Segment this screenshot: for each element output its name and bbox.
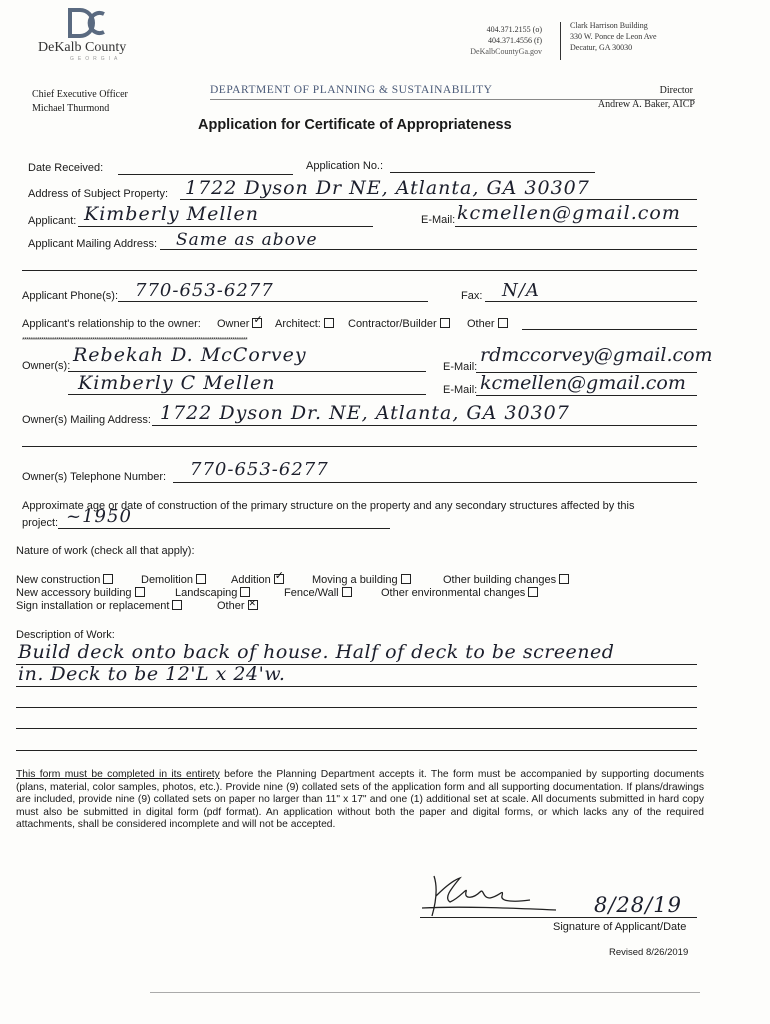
work-other-building[interactable]: [443, 574, 569, 586]
work-fence[interactable]: [284, 587, 352, 599]
fax-value: N/A: [502, 280, 540, 301]
applicant-phone-field[interactable]: [118, 301, 428, 302]
building-name: Clark Harrison Building: [570, 21, 648, 30]
application-no-label: Application No.:: [306, 160, 384, 172]
work-sign-label: Sign installation or replacement: [16, 600, 170, 612]
owners-mailing-field[interactable]: [152, 425, 697, 426]
description-line-3[interactable]: [16, 707, 697, 708]
street-address: 330 W. Ponce de Leon Ave: [570, 32, 657, 41]
phone-fax: 404.371.4556 (f): [488, 36, 542, 45]
owners-mailing-value: 1722 Dyson Dr. NE, Atlanta, GA 30307: [160, 402, 570, 424]
department-name: DEPARTMENT OF PLANNING & SUSTAINABILITY: [210, 84, 493, 96]
work-other-label: Other: [217, 600, 245, 612]
separator-stars: **********************************************************************************************************: [22, 337, 248, 344]
work-landscaping-checkbox[interactable]: [240, 587, 250, 597]
owners-mailing-label: Owner(s) Mailing Address:: [22, 414, 151, 426]
work-other-checkbox[interactable]: [248, 600, 258, 610]
signature-date: 8/28/19: [594, 893, 682, 917]
website: DeKalbCountyGa.gov: [470, 47, 542, 56]
work-fence-label: Fence/Wall: [284, 587, 339, 599]
relationship-label: Applicant's relationship to the owner:: [22, 318, 201, 330]
applicant-phone-value: 770-653-6277: [135, 280, 274, 301]
owners-phone-label: Owner(s) Telephone Number:: [22, 471, 167, 483]
director-name: Andrew A. Baker, AICP: [597, 99, 695, 110]
applicant-value: Kimberly Mellen: [84, 203, 259, 225]
work-moving-checkbox[interactable]: [401, 574, 411, 584]
address-value: 1722 Dyson Dr NE, Atlanta, GA 30307: [185, 177, 590, 199]
owners-mailing-field-2[interactable]: [22, 446, 697, 447]
city-address: Decatur, GA 30030: [570, 43, 633, 52]
rel-contractor-checkbox[interactable]: [440, 318, 450, 328]
description-line-5[interactable]: [16, 750, 697, 751]
rel-other-option[interactable]: [467, 318, 508, 330]
work-addition-checkbox[interactable]: [274, 574, 284, 584]
owner2-email-value: kcmellen@gmail.com: [480, 372, 686, 394]
work-demolition[interactable]: [141, 574, 206, 586]
county-logo: [60, 8, 110, 38]
applicant-field[interactable]: [78, 226, 373, 227]
dekalb-logo-icon: [60, 8, 110, 38]
county-subtitle: GEORGIA: [70, 56, 122, 62]
date-received-field[interactable]: [118, 174, 293, 175]
rel-owner-option[interactable]: [217, 318, 262, 330]
rel-owner-checkbox[interactable]: [252, 318, 262, 328]
county-name: DeKalb County: [38, 40, 127, 55]
work-sign-checkbox[interactable]: [172, 600, 182, 610]
address-field[interactable]: [180, 199, 697, 200]
work-new-construction[interactable]: [16, 574, 113, 586]
work-new-accessory[interactable]: [16, 587, 145, 599]
footer-rule: [150, 992, 700, 993]
application-no-field[interactable]: [390, 172, 595, 173]
revised-date: Revised 8/26/2019: [609, 947, 689, 958]
director-title: Director: [659, 85, 693, 96]
header-divider: [560, 22, 561, 60]
form-title: Application for Certificate of Appropriateness: [198, 117, 512, 133]
fax-field[interactable]: [485, 301, 697, 302]
owner2-name-value: Kimberly C Mellen: [78, 372, 276, 394]
owners-phone-field[interactable]: [173, 482, 697, 483]
work-new-construction-checkbox[interactable]: [103, 574, 113, 584]
work-addition[interactable]: [231, 574, 284, 586]
work-other-env[interactable]: [381, 587, 538, 599]
signature-scribble-icon: [420, 868, 560, 923]
work-new-accessory-checkbox[interactable]: [135, 587, 145, 597]
ceo-name: Michael Thurmond: [32, 103, 110, 114]
rel-owner-label: Owner: [217, 318, 250, 330]
rel-other-checkbox[interactable]: [498, 318, 508, 328]
mailing-address-label: Applicant Mailing Address:: [28, 238, 158, 250]
date-received-label: Date Received:: [28, 162, 104, 174]
work-new-construction-label: New construction: [16, 574, 101, 586]
owners-phone-value: 770-653-6277: [190, 459, 329, 480]
applicant-email-field[interactable]: [455, 226, 697, 227]
notice-lead: This form must be completed in its entirety: [16, 769, 220, 780]
description-label: Description of Work:: [16, 629, 115, 641]
work-moving[interactable]: [312, 574, 411, 586]
mailing-address-field-2[interactable]: [22, 270, 697, 271]
work-moving-label: Moving a building: [312, 574, 398, 586]
age-field[interactable]: [58, 528, 390, 529]
rel-other-field[interactable]: [522, 329, 697, 330]
age-label: Approximate age or date of construction of the primary structure on the property and any secondary structures affected by this: [22, 500, 635, 512]
description-line-4[interactable]: [16, 728, 697, 729]
signature-field[interactable]: [420, 917, 697, 918]
ceo-title: Chief Executive Officer: [32, 89, 128, 100]
submission-notice: [16, 769, 704, 832]
description-value-2: in. Deck to be 12'L x 24'w.: [18, 663, 286, 685]
work-demolition-checkbox[interactable]: [196, 574, 206, 584]
owner1-email-value: rdmccorvey@gmail.com: [480, 344, 713, 366]
rel-contractor-label: Contractor/Builder: [348, 318, 437, 330]
work-other-building-checkbox[interactable]: [559, 574, 569, 584]
rel-contractor-option[interactable]: [348, 318, 450, 330]
rel-architect-checkbox[interactable]: [324, 318, 334, 328]
work-sign[interactable]: [16, 600, 182, 612]
description-value-1: Build deck onto back of house. Half of deck to be screened: [18, 641, 615, 663]
signature-label: Signature of Applicant/Date: [553, 921, 687, 933]
rel-architect-label: Architect:: [275, 318, 321, 330]
work-new-accessory-label: New accessory building: [16, 587, 132, 599]
age-value: ~1950: [66, 506, 132, 527]
phone-office: 404.371.2155 (o): [486, 25, 542, 34]
owner1-name-value: Rebekah D. McCorvey: [73, 344, 307, 366]
description-line-2[interactable]: [16, 686, 697, 687]
owner2-name-field[interactable]: [68, 394, 426, 395]
owner2-email-label: E-Mail:: [443, 384, 478, 396]
nature-label: Nature of work (check all that apply):: [16, 545, 195, 557]
rel-other-label: Other: [467, 318, 495, 330]
applicant-email-value: kcmellen@gmail.com: [457, 202, 681, 224]
applicant-label: Applicant:: [28, 215, 77, 227]
work-landscaping-label: Landscaping: [175, 587, 238, 599]
rel-architect-option[interactable]: [275, 318, 334, 330]
work-addition-label: Addition: [231, 574, 271, 586]
owner1-email-label: E-Mail:: [443, 361, 478, 373]
applicant-signature: [420, 868, 560, 923]
header-contact: [452, 24, 542, 57]
address-label: Address of Subject Property:: [28, 188, 169, 200]
work-other-env-checkbox[interactable]: [528, 587, 538, 597]
fax-label: Fax:: [461, 290, 483, 302]
work-other[interactable]: [217, 600, 258, 612]
owners-label: Owner(s):: [22, 360, 71, 372]
work-landscaping[interactable]: [175, 587, 250, 599]
notice-text: before the Planning Department accepts it. The form must be accompanied by supporting documents (plans, material, color samples, photos, etc.). Provide nine (9) collated sets of the application form and all supporting documentation. If plans/drawings are included, provide nine (9) collated sets on paper no larger than 11" x 17" and one (1) additional set at scale. All documents submitted in hard copy must also be submitted in digital form (pdf format). An application without both the paper and digital forms, or which lacks any of the required attachments, shall be considered incomplete and will not be accepted.: [16, 769, 704, 831]
applicant-phone-label: Applicant Phone(s):: [22, 290, 118, 302]
project-label: project:: [22, 517, 59, 529]
owner2-email-field[interactable]: [476, 395, 697, 396]
work-demolition-label: Demolition: [141, 574, 193, 586]
work-other-building-label: Other building changes: [443, 574, 557, 586]
mailing-address-value: Same as above: [176, 230, 318, 250]
work-fence-checkbox[interactable]: [342, 587, 352, 597]
applicant-email-label: E-Mail:: [421, 214, 456, 226]
header-address: [570, 20, 657, 53]
work-other-env-label: Other environmental changes: [381, 587, 526, 599]
